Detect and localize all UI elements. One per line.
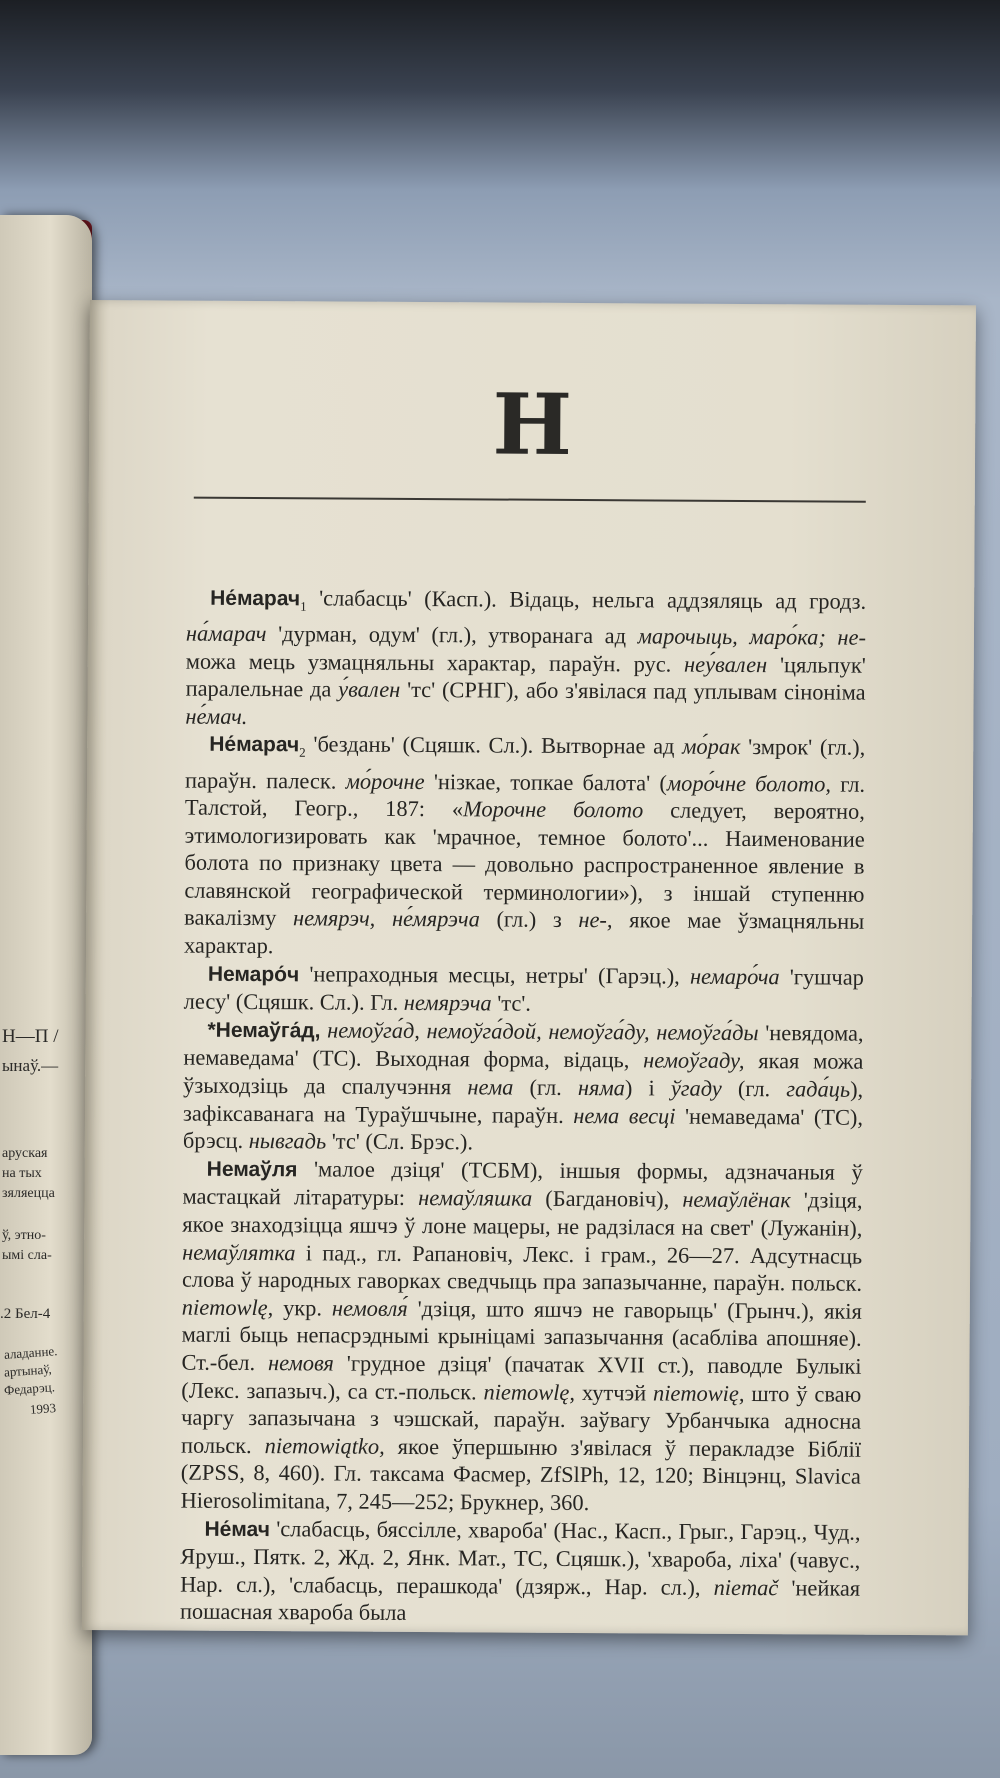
italic-form: немаро́ча (689, 963, 780, 989)
entry-text: 'слабасць, бяссілле, хвароба' (Нас., Касп., Грыг., Гарэц., Чуд., Яруш., Пятк. 2, Жд. 2, Янк. Мат., ТС, Сцяшк.), 'хвароба, ліха' (чавус., Нар. сл.), 'слабасць, перашкода' (дзярж., Нар. сл.), (180, 1515, 861, 1600)
entry-text: якая можа ўзыходзіць да спалучэння (183, 1048, 864, 1100)
entry-text: можа мець узмацняльны характар, параўн. рус. (185, 648, 685, 677)
entry-text: 'тс' (Сл. Брэс.). (326, 1128, 474, 1155)
homonym-index: 2 (299, 745, 306, 761)
left-page-text: ынаў.— (2, 1056, 59, 1075)
italic-form: немярэча (403, 990, 492, 1016)
left-page-text: ў, этно- (2, 1228, 46, 1243)
italic-form: нема весці (573, 1102, 676, 1129)
entry-text: 'малое дзіця' (ТСБМ), іншыя формы, адзначаныя ў мастацкай літаратуры: (182, 1156, 863, 1211)
left-page-text: аладанне. (3, 1343, 58, 1362)
dictionary-entry (185, 584, 866, 735)
entry-text: гл. Талстой, Геогр., 187: « (184, 771, 866, 822)
entry-text: якое мае ўзмацняльны характар. (183, 907, 865, 959)
left-page-text: на тых (2, 1166, 42, 1181)
italic-form: нема (467, 1074, 514, 1100)
entry-text: што ў сваю чаргу запазычана з чэшскай, параўн. заўвагу Урбанчыка адносна польск. (180, 1380, 862, 1458)
entry-text: і пад., гл. Рапановіч, Лекс. і грам., 26—27. Адсутнасць слова ў народных гаворках сведчыць пра запазычанне, параўн. польск. (181, 1239, 863, 1296)
italic-form: Морочне болото (463, 796, 644, 823)
entry-text: 'дзіця, якое знаходзіцца яшчэ ў лоне мацеры, не радзілася на свет' (Лужанін), (182, 1187, 863, 1241)
left-page-text: 1993 (29, 1400, 57, 1417)
left-page-text: Н—П / (2, 1026, 59, 1047)
italic-form: моро́чне болото, (666, 770, 832, 797)
dictionary-entry (181, 1154, 863, 1518)
italic-form: niemowlę, (181, 1294, 274, 1320)
entry-text: 'нейкая пошасная хвароба была (179, 1574, 861, 1626)
italic-form: гада́ць (786, 1076, 851, 1102)
italic-form: мо́рак (682, 734, 741, 760)
italic-form: не́мач. (185, 703, 248, 729)
entry-text: 'тс' (СРНГ), або з'явілася пад уплывам сіноніма (400, 677, 866, 705)
italic-form: неу́вален (684, 651, 768, 677)
left-page-text: Федарэц. (3, 1379, 56, 1398)
italic-form: немаўлёнак (682, 1187, 791, 1213)
homonym-index: 1 (300, 598, 307, 614)
dictionary-entry (183, 1015, 864, 1158)
entry-text: 'гушчар лесу' (Сцяшк. Сл.). Гл. (183, 963, 864, 1016)
dictionary-entry (180, 1514, 861, 1630)
section-letter: Н (492, 374, 573, 474)
italic-form: немоўга́д, немоўга́дой, немоўга́ду, немоўга́ды (327, 1017, 759, 1045)
entry-text: 'дурман, одум' (гл.), утворанага ад (266, 621, 638, 649)
italic-form: niemač (713, 1574, 779, 1600)
entry-text: (гл. (513, 1074, 578, 1101)
entry-text: 'грудное дзіця' (пачатак XVII ст.), паводле Булыкі (Лекс. запазыч.), са ст.-польск. (181, 1350, 862, 1404)
entry-text: 'непраходныя месцы, нетры' (Гарэц.), (299, 960, 691, 989)
entry-text: 'слабасць' (Касп.). Відаць, нельга аддзяляць ад гродз. (306, 585, 867, 614)
entry-headword: *Немаўга́д, (207, 1018, 321, 1043)
italic-form: мо́рочне (345, 768, 425, 794)
entry-headword: Не́марач (209, 733, 300, 757)
left-page-text: .2 Бел-4 (0, 1306, 51, 1322)
entry-text: 'дзіця, што яшчэ не гаворыць' (Грынч.), якія маглі быць непасрэднымі крыніцамі запазычання (асабліва апошняе). Ст.-бел. (181, 1295, 862, 1376)
italic-form: на́марач (185, 620, 267, 647)
entry-text: (Багдановіч), (532, 1186, 683, 1213)
left-page (0, 215, 92, 1755)
dictionary-page (82, 300, 976, 1635)
entry-text: (гл. (721, 1075, 787, 1102)
italic-form: марочыць, маро́ка; не- (637, 623, 867, 650)
entry-text: 'бездань' (Сцяшк. Сл.). Вытворнае ад (305, 731, 683, 760)
italic-form: niemowiątko, (264, 1432, 385, 1459)
entry-text: 'змрок' (гл.), параўн. палеск. (184, 734, 866, 794)
entry-text: хутчэй (574, 1379, 654, 1406)
entry-headword: Немаўля (206, 1157, 298, 1182)
entry-headword: Не́мач (204, 1517, 271, 1541)
left-page-text: артынаў, (3, 1361, 53, 1380)
entry-text: 'невядома, немаведама' (ТС). Выходная форма, відаць, (183, 1019, 864, 1073)
entry-text: 'немаведама' (ТС), брэсц. (182, 1103, 864, 1154)
italic-form: не-, (578, 907, 613, 933)
entry-text: 'тс'. (491, 990, 532, 1016)
entry-text: следует, вероятно, этимологизировать как 'мрачное, темное болото'... Наименование болота по признаку цвета — довольно распространенное явление в славянской географической терминологии»), з іншай ступенню вакалізму (184, 797, 865, 931)
left-page-text: ымі сла- (2, 1248, 52, 1263)
entry-text: якое ўпершыню з'явілася ў перакладзе Біблії (ZPSS, 8, 460). Гл. таксама Фасмер, ZfSlPh, 12, 120; Вінцэнц, Slavica Hierosolimitana, 7, 245—252; Брукнер, 360. (180, 1433, 862, 1516)
left-page-text: аруская (2, 1146, 48, 1161)
italic-form: немярэч, не́мярэча (293, 905, 480, 932)
italic-form: немаўлятка (182, 1239, 296, 1265)
entry-text: 'цяльпук' паралельнае да (185, 651, 866, 702)
header-rule (194, 497, 866, 503)
dictionary-entry (184, 730, 865, 963)
italic-form: niemowię, (652, 1380, 745, 1406)
italic-form: немоўгаду, (643, 1047, 745, 1074)
italic-form: у́вален (338, 676, 401, 703)
italic-form: немовя (267, 1350, 334, 1376)
entry-text: 'нізкае, топкае балота' ( (424, 768, 667, 796)
entry-headword: Немаро́ч (207, 962, 300, 986)
entries-container (180, 584, 866, 1630)
italic-form: немовля́ (331, 1295, 408, 1321)
entry-text: ), зафіксаванага на Тураўшчыне, параўн. (182, 1076, 864, 1128)
entry-text: ) і (624, 1075, 671, 1101)
entry-text: укр. (273, 1294, 332, 1321)
entry-text: (гл.) з (479, 906, 579, 933)
italic-form: няма (577, 1075, 626, 1101)
italic-form: немаўляшка (418, 1185, 533, 1212)
italic-form: нывгадь (248, 1128, 327, 1154)
italic-form: ўгаду (670, 1075, 722, 1101)
dictionary-entry (184, 959, 864, 1019)
entry-headword: Не́марач (210, 586, 301, 611)
italic-form: niemowlę, (483, 1378, 576, 1405)
left-page-text: зяляецца (2, 1186, 55, 1201)
